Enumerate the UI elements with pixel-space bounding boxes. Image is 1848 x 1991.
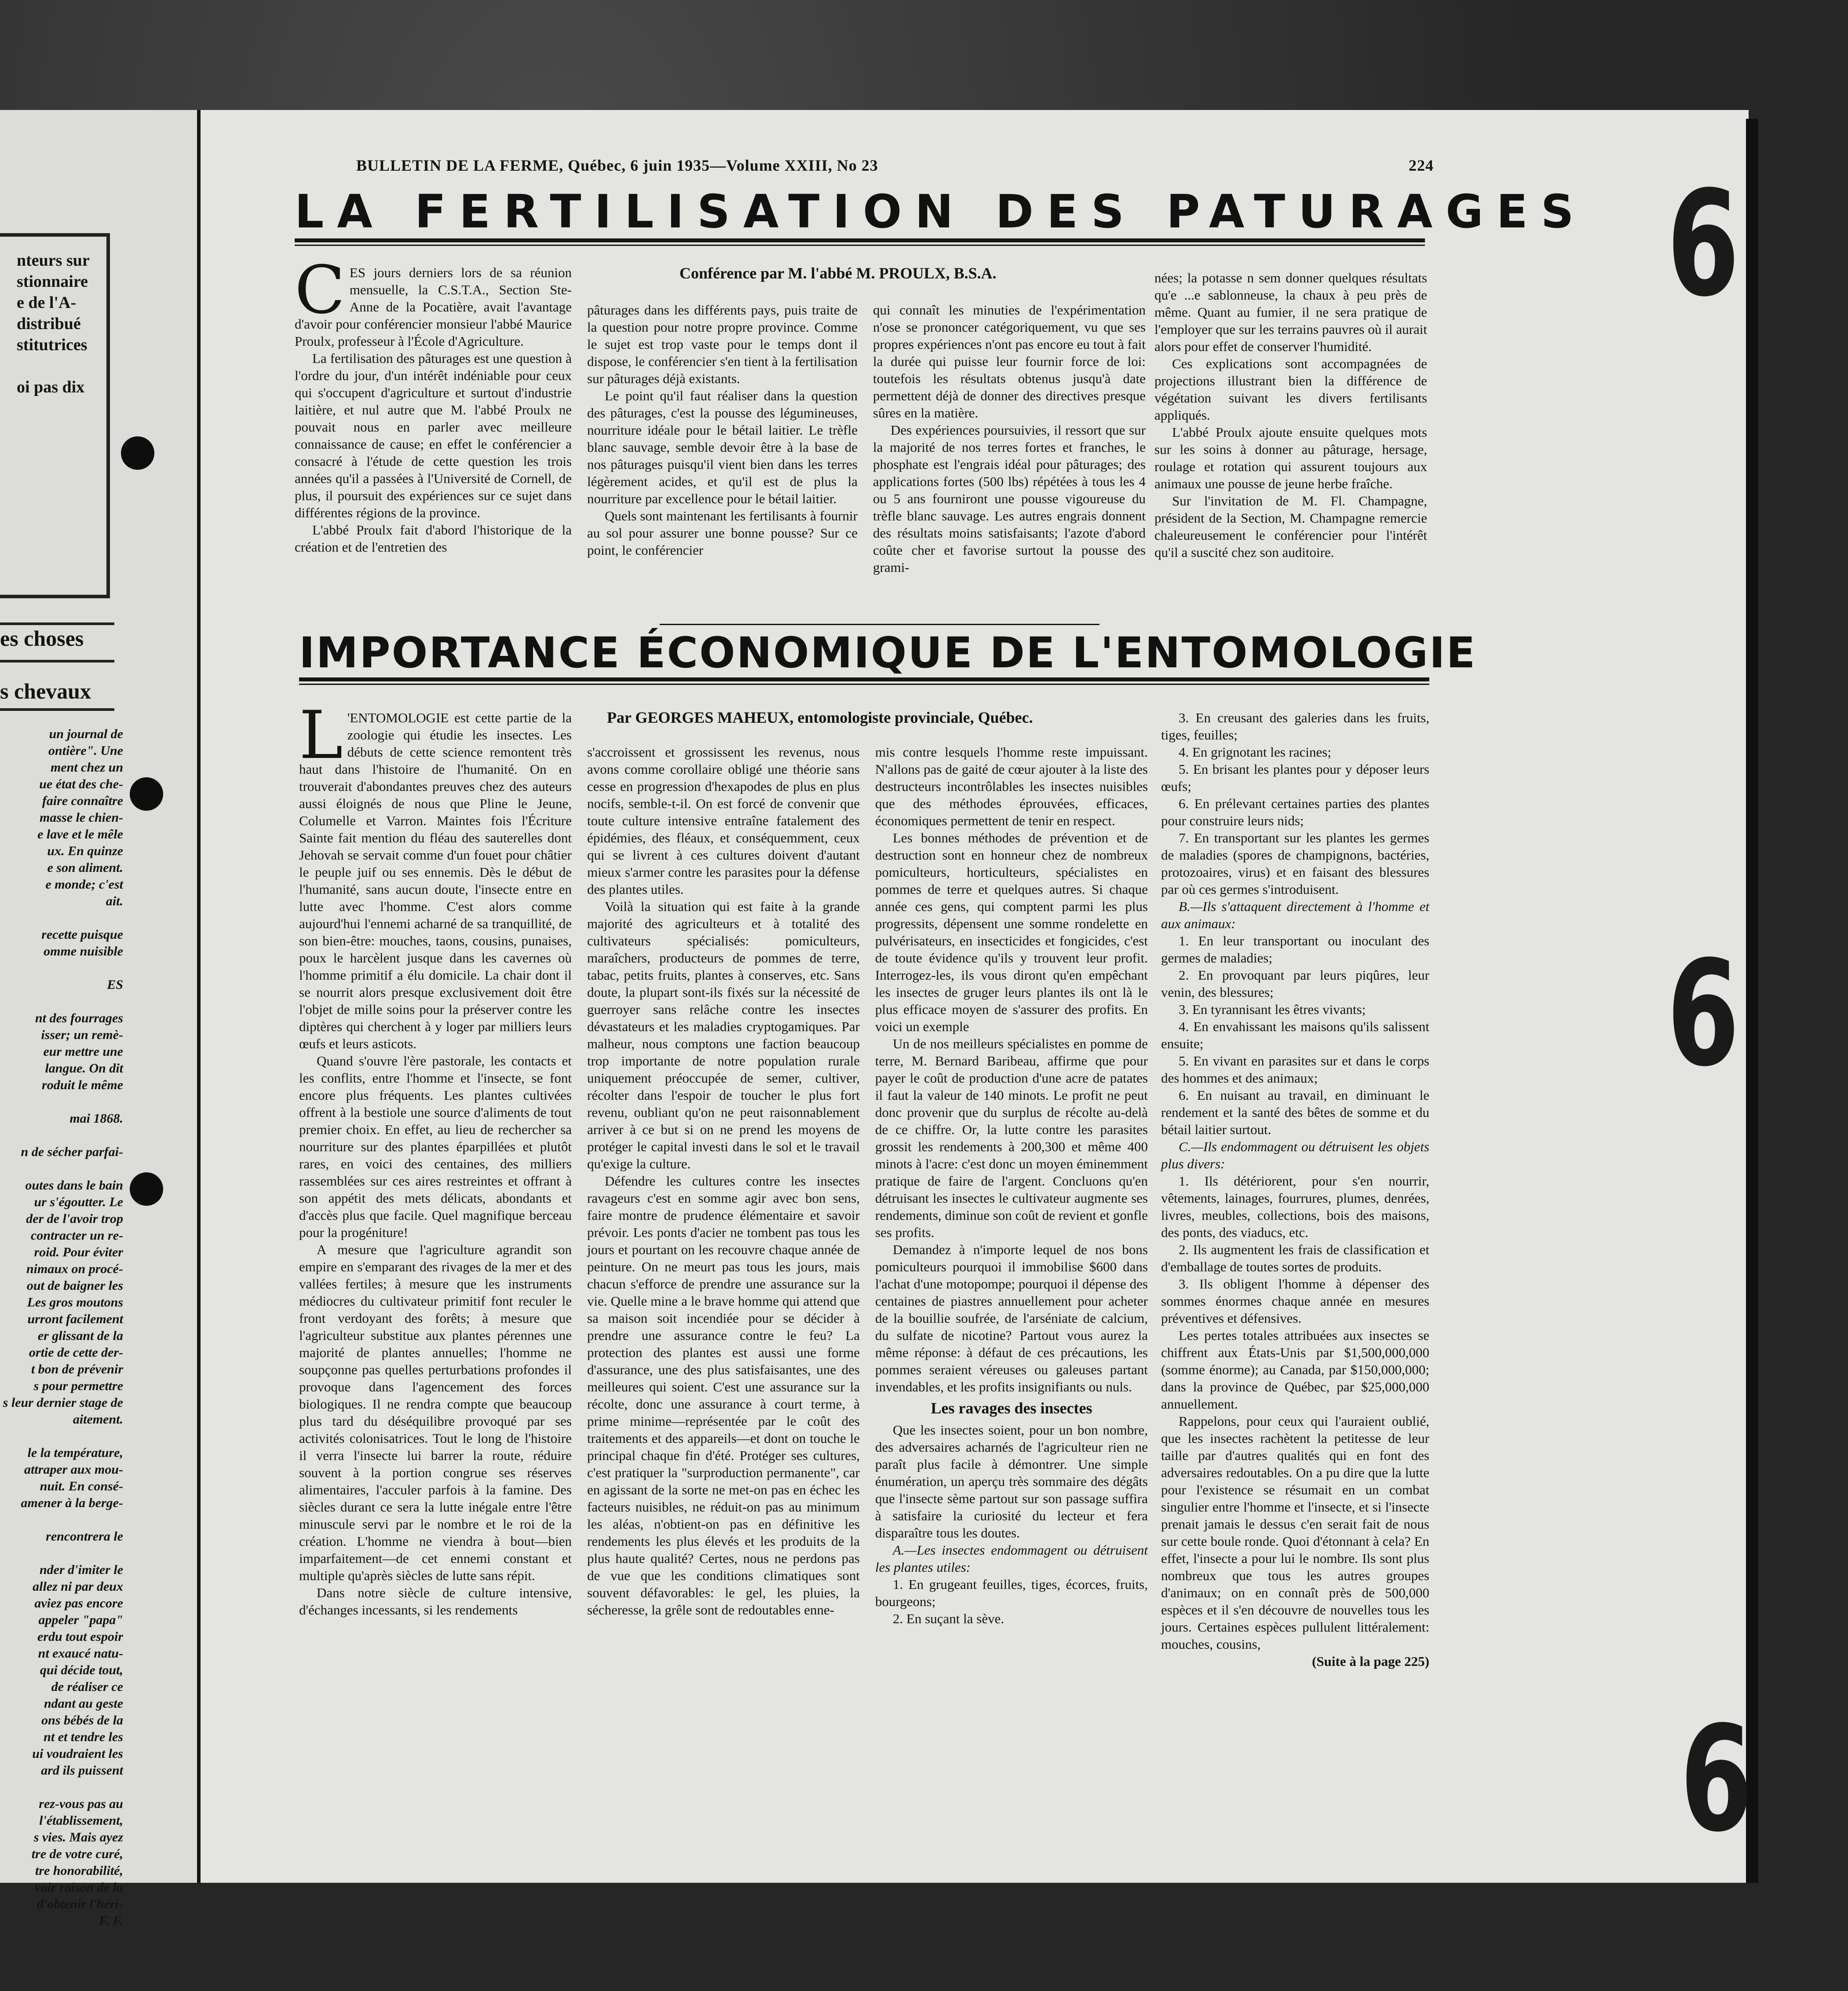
left-column-line <box>0 960 123 977</box>
paragraph: Des expériences poursuivies, il ressort que sur la majorité de nos terres fortes et franches, le phosphate est l'engrais idéal pour pâturages; des applications fortes (500 lbs) répétées à tous les 4 ou 5 ans fourniront une pousse vigoureuse du trèfle blanc sauvage. Les autres engrais donnent des résultats moins satisfaisants; l'azote d'abord coûte cher et favorise surtout la pousse des grami- <box>873 422 1146 575</box>
article-2-column-1 <box>299 697 572 1804</box>
list-item: 2. En suçant la sève. <box>893 1611 1004 1626</box>
left-column-line: e son aliment. <box>47 860 123 875</box>
list-item: 5. En vivant en parasites sur et dans le corps des hommes et des animaux; <box>1161 1053 1429 1086</box>
left-column-line: urront facilement <box>27 1312 123 1326</box>
left-column-line: recette puisque <box>41 927 123 942</box>
left-column-line <box>0 1428 123 1445</box>
headline-rule <box>295 238 1425 242</box>
left-column-line: der de l'avoir trop <box>26 1211 123 1226</box>
section-subhead: Les ravages des insectes <box>931 1399 1092 1417</box>
publication-line: BULLETIN DE LA FERME, Québec, 6 juin 1935—Volume XXIII, No 23 <box>356 157 878 174</box>
left-column-line: ndant au geste <box>44 1696 123 1711</box>
headline-rule-thin <box>299 684 1429 685</box>
left-column-line: s pour permettre <box>33 1379 123 1393</box>
left-column-line: ontière". Une <box>48 743 123 758</box>
left-column-line: ui voudraient les <box>32 1746 123 1761</box>
left-column-line: d'obtenir l'héri- <box>37 1897 123 1911</box>
paragraph: Rappelons, pour ceux qui l'auraient oublié, que les insectes rachètent la petitesse de leur taille par d'autres qualités qui en font des adversaires redoutables. On a pu dire que la lutte pour l'existence se résumait en un combat singulier entre l'homme et l'insecte, et si l'insecte prenait jamais le dessus c'en serait fait de nous sur cette boule ronde. Quoi d'étonnant à cela? En effet, l'insecte a pour lui le nombre. Ils sont plus nombreux que tous les autres groupes d'animaux; on en connaît près de 500,000 espèces et il s'en découvre de nouvelles tous les jours. Certaines espèces pullulent littéralement: mouches, cousins, <box>1161 1413 1429 1652</box>
reel-mark: 6 <box>1680 1695 1753 1864</box>
paragraph: A mesure que l'agriculture agrandit son empire en s'emparant des rivages de la mer et des vallées fertiles; à mesure que les instruments médiocres du cultivateur primitif font reculer le front verdoyant des forêts; à mesure que l'agriculteur substitue aux plantes pérennes une majorité de plantes annuelles; l'homme ne soupçonne pas quelles perturbations profondes il provoque dans l'agencement des forces biologiques. Il ne rendra compte que beaucoup plus tard du déséquilibre provoqué par ses activités colonisatrices. Tout le long de l'histoire il verra l'insecte lui barrer la route, réduire souvent à la portion congrue ses réserves alimentaires, l'acculer parfois à la famine. Des siècles durant ce sera la lutte inégale entre l'être minuscule servi par le nombre et le roi de la création. L'homme ne viendra à bout—bien imparfaitement—de cet ennemi constant et multiple qu'après siècles de lutte sans répit. <box>299 1242 572 1583</box>
paragraph: Quels sont maintenant les fertilisants à fournir au sol pour assurer une bonne pousse? Sur ce point, le conférencier <box>587 508 858 558</box>
left-column-line: F. F. <box>99 1914 123 1928</box>
left-column-line: t bon de prévenir <box>31 1362 123 1376</box>
left-column-line: faire connaître <box>42 794 123 808</box>
left-column-line: ons bébés de la <box>41 1713 123 1727</box>
left-column-line <box>0 910 123 926</box>
list-item: 1. En grugeant feuilles, tiges, écorces, fruits, bourgeons; <box>875 1577 1148 1609</box>
list-item: 3. En creusant des galeries dans les fruits, tiges, feuilles; <box>1161 710 1429 743</box>
left-column-line: e lave et le mêle <box>37 827 123 842</box>
list-item: 4. En envahissant les maisons qu'ils salissent ensuite; <box>1161 1019 1429 1051</box>
running-header <box>356 156 1434 175</box>
left-box-line: e de l'A- <box>17 293 77 312</box>
left-column-line: roduit le même <box>42 1078 123 1092</box>
list-item: 1. En leur transportant ou inoculant des germes de maladies; <box>1161 933 1429 966</box>
reel-mark: 6 <box>1667 160 1740 329</box>
list-item: 3. Ils obligent l'homme à dépenser des sommes énormes chaque année en mesures préventives et défensives. <box>1161 1276 1429 1326</box>
left-column-line: nt exaucé natu- <box>38 1646 123 1661</box>
left-column-line: s leur dernier stage de <box>3 1395 123 1410</box>
left-column-line <box>0 1545 123 1562</box>
headline-rule <box>299 677 1429 681</box>
left-column-line: rencontrera le <box>46 1529 123 1544</box>
left-column-line: qui décide tout, <box>40 1663 123 1677</box>
article-2-column-4 <box>1161 709 1429 1804</box>
paragraph: Dans notre siècle de culture intensive, d'échanges incessants, si les rendements <box>299 1585 572 1618</box>
article-1-byline: Conférence par M. l'abbé M. PROULX, B.S.A. <box>679 264 997 282</box>
left-box-line: stionnaire <box>17 272 88 291</box>
left-rule <box>0 708 114 711</box>
paragraph: L'abbé Proulx fait d'abord l'historique de la création et de l'entretien des <box>295 522 572 555</box>
list-item: 2. Ils augmentent les frais de classification et d'emballage de toutes sortes de produits. <box>1161 1242 1429 1274</box>
list-heading: C.—Ils endommagent ou détruisent les objets plus divers: <box>1161 1139 1429 1171</box>
paragraph: L'abbé Proulx ajoute ensuite quelques mots sur les soins à donner au pâturage, hersage, roulage et rotation qui assurent toujours aux animaux une pousse de jeune herbe fraîche. <box>1154 425 1427 491</box>
left-column-line: nt des fourrages <box>35 1011 123 1025</box>
left-column-line: aitement. <box>73 1412 123 1427</box>
list-item: 6. En prélevant certaines parties des plantes pour construire leurs nids; <box>1161 796 1429 828</box>
left-column-line: l'établissement, <box>39 1813 123 1828</box>
left-column-line: erdu tout espoir <box>37 1629 123 1644</box>
left-column-line: contracter un re- <box>31 1228 123 1243</box>
left-column-line: ur s'égoutter. Le <box>34 1195 123 1209</box>
punch-hole <box>130 1172 163 1206</box>
left-notice-box <box>0 233 110 598</box>
left-column-line: nder d'imiter le <box>40 1563 123 1577</box>
continued-note: (Suite à la page 225) <box>1312 1654 1429 1669</box>
paragraph: Que les insectes soient, pour un bon nombre, des adversaires acharnés de l'agriculteur rien ne paraît plus facile à démontrer. Une simple énumération, un aperçu très sommaire des dégâts que l'insecte sème partout sur son passage suffira à satisfaire la curiosité du lecteur et fera disparaître tous les doutes. <box>875 1422 1148 1541</box>
article-1-column-4 <box>1154 269 1427 611</box>
left-column-line: nuit. En consé- <box>40 1479 123 1493</box>
paragraph: Un de nos meilleurs spécialistes en pomme de terre, M. Bernard Baribeau, affirme que pour payer le coût de production d'une acre de patates il faut la valeur de 140 minots. Le profit ne peut donc provenir que du surplus de récolte au-delà de ce chiffre. Or, la lutte contre les parasites grossit les rendements à 200,300 et même 400 minots à l'acre: c'est donc un moyen éminemment pratique de faire de l'argent. Concluons qu'en détruisant les insectes le cultivateur augmente ses rendements, diminue son coût de revient et gonfle ses profits. <box>875 1036 1148 1240</box>
left-column-line: le la température, <box>27 1446 123 1460</box>
paragraph: nées; la potasse n sem donner quelques résultats qu'e ...e sablonneuse, la chaux à peu près de même. Quant au fumier, il ne sera pratique de l'employer que sur les terrains pauvres où il aurait alors pour effet de conserver l'humidité. <box>1154 270 1427 354</box>
left-column-line <box>0 1512 123 1528</box>
paragraph: 'ENTOMOLOGIE est cette partie de la zoologie qui étudie les insectes. Les débuts de cette science remontent très haut dans l'histoire de l'humanité. On en trouverait d'abondantes preuves chez des auteurs aussi éloignés de nous que Pline le Jeune, Columelle et Varron. Maintes fois l'Écriture Sainte fait mention du fléau des sauterelles dont Jehovah se servait comme d'un fouet pour châtier le peuple juif ou ses ennemis. Dès le début de l'humanité, sans aucun doute, l'insecte entre en lutte avec l'homme. C'est alors comme aujourd'hui l'ennemi acharné de sa tranquillité, de son bien-être: mouches, taons, cousins, punaises, poux le harcèlent jusque dans les cavernes où l'homme primitif a élu domicile. La chair dont il se nourrit alors presque exclusivement doit être l'objet de mille soins pour la préserver contre les diptères qui cherchent à y loger par milliers leurs œufs et leurs asticots. <box>299 710 572 1051</box>
left-column-line: appeler "papa" <box>38 1613 123 1627</box>
left-column-line: nt et tendre les <box>44 1730 123 1744</box>
left-column-line: ard ils puissent <box>41 1763 123 1778</box>
left-box-line: distribué <box>17 315 81 333</box>
left-column-line: ment chez un <box>50 760 123 775</box>
left-column-line: ortie de cette der- <box>29 1345 123 1360</box>
left-column-line <box>0 1127 123 1144</box>
left-column-line: tre de votre curé, <box>31 1847 123 1861</box>
list-heading: A.—Les insectes endommagent ou détruisent les plantes utiles: <box>875 1542 1148 1575</box>
paragraph: s'accroissent et grossissent les revenus, nous avons comme corollaire obligé une théorie sans cesse en progression d'hexapodes de plus en plus nocifs, semble-t-il. On est forcé de convenir que toute culture intensive entraîne fatalement des épidémies, des fléaux, et conséquemment, ceux qui se livrent à ces cultures doivent d'autant mieux s'armer contre les parasites pour la défense des plantes utiles. <box>587 744 860 897</box>
paragraph: Défendre les cultures contre les insectes ravageurs c'est en somme agir avec bon sens, faire montre de prudence élémentaire et savoir prévoir. Les ponts d'acier ne tombent pas tous les jours et pourtant on les recouvre chaque année de peinture. On ne meurt pas tous les jours, mais chacun s'efforce de prendre une assurance sur la vie. Quelle mine a le brave homme qui attend que sa maison soit incendiée pour se décider à prendre une assurance contre le feu? La protection des plantes est aussi une forme d'assurance, une des plus satisfaisantes, une des meilleures qui soient. C'est une assurance sur la récolte, donc une assurance à court terme, à prime minime—représentée par le coût des traitements et des appareils—et dont on touche le principal chaque fin d'été. Protéger ses cultures, c'est pratiquer la "surproduction permanente", car en agissant de la sorte ne met-on pas en échec les facteurs nuisibles, ne réduit-on pas au minimum les aléas, n'obtient-on pas en définitive les rendements les plus élevés et les produits de la plus haute qualité? Certes, nous ne perdons pas de vue que les conditions climatiques sont souvent défavorables: le gel, les pluies, la sécheresse, la grêle sont de redoutables enne- <box>587 1173 860 1618</box>
left-column-line <box>0 993 123 1010</box>
left-column-line: nimaux on procé- <box>26 1262 123 1276</box>
paragraph: Sur l'invitation de M. Fl. Champagne, président de la Section, M. Champagne remercie chaleureusement le conférencier pour l'intérêt qu'il a suscité chez son auditoire. <box>1154 493 1427 560</box>
paragraph: Le point qu'il faut réaliser dans la question des pâturages, c'est la pousse des légumineuses, nourriture idéale pour le bétail laitier. Le trèfle blanc sauvage, semble devoir être à la base de nos pâturages puisqu'il vient bien dans les terres légèrement acides, et qu'il est de plus la nourriture par excellence pour le bétail laitier. <box>587 388 858 506</box>
left-column-line: masse le chien- <box>40 810 123 825</box>
left-column-line: Les gros moutons <box>27 1295 123 1310</box>
left-column-line: ux. En quinze <box>47 844 123 858</box>
article-2-column-2 <box>587 743 860 1804</box>
left-box-line: stitutrices <box>17 336 88 354</box>
left-column-line: allez ni par deux <box>33 1579 123 1594</box>
paragraph: qui connaît les minuties de l'expérimentation n'ose se prononcer catégoriquement, vu que ses propres expériences n'ont pas encore eu tout à fait la durée qui puisse leur fournir force de loi: toutefois les résultats obtenus jusqu'à date permettent déjà de donner des directives presque sûres en la matière. <box>873 302 1146 421</box>
left-box-line <box>17 355 98 377</box>
left-column-line: s vies. Mais ayez <box>33 1830 123 1845</box>
left-column-line: rez-vous pas au <box>39 1797 123 1811</box>
paragraph: La fertilisation des pâturages est une question à l'ordre du jour, d'un intérêt indéniable pour ceux qui s'occupent d'agriculture et surtout d'industrie laitière, et nul autre que M. l'abbé Proulx ne pouvait nous en parler avec meilleure connaissance de cause; en effet le conférencier a consacré à l'étude de cette question les trois années qu'il a passées à l'Université de Cornell, de plus, il poursuit des expériences sur ce sujet dans différentes régions de la province. <box>295 351 572 520</box>
left-column-line: un journal de <box>49 727 123 741</box>
left-column-line: aviez pas encore <box>34 1596 123 1610</box>
list-item: 3. En tyrannisant les êtres vivants; <box>1179 1002 1366 1017</box>
left-neighbor-page <box>0 110 205 1928</box>
left-column-line: tre honorabilité, <box>35 1863 123 1878</box>
paragraph: pâturages dans les différents pays, puis traite de la question pour notre propre province. Comme le sujet est trop vaste pour le temps dont il dispose, le conférencier s'en tient à la fertilisation sur pâturages déjà existants. <box>587 302 858 386</box>
left-column-line: langue. On dit <box>45 1061 123 1076</box>
reel-mark: 6 <box>1667 930 1740 1098</box>
article-1-column-3 <box>873 301 1146 611</box>
left-column-line: ait. <box>106 894 123 908</box>
paragraph: Ces explications sont accompagnées de projections illustrant bien la différence de végétation suivant les divers fertilisants appliqués. <box>1154 356 1427 423</box>
left-box-line: oi pas dix <box>17 378 85 396</box>
left-column-line: amener à la berge- <box>21 1496 123 1510</box>
left-column-line: ES <box>107 977 123 992</box>
article-2-byline: Par GEORGES MAHEUX, entomologiste provinciale, Québec. <box>607 709 1033 726</box>
list-item: 4. En grignotant les racines; <box>1179 744 1331 760</box>
article-2-headline: IMPORTANCE ÉCONOMIQUE DE L'ENTOMOLOGIE <box>299 628 1477 677</box>
punch-hole <box>130 777 163 811</box>
left-column-line: n de sécher parfai- <box>21 1145 123 1159</box>
left-column-line: voir raison de la <box>35 1880 123 1895</box>
article-separator <box>660 624 1099 625</box>
list-item: 5. En brisant les plantes pour y déposer leurs œufs; <box>1161 761 1429 794</box>
left-column-text <box>0 726 123 1929</box>
list-item: 7. En transportant sur les plantes les germes de maladies (spores de champignons, bactéries, protozoaires, virus) et en faisant des blessures par où ces germes s'introduisent. <box>1161 830 1429 897</box>
dropcap: C <box>295 252 345 329</box>
left-column-line: isser; un remè- <box>41 1028 123 1042</box>
page-number: 224 <box>1409 157 1434 174</box>
left-column-line: out de baigner les <box>26 1278 123 1293</box>
article-1-headline: LA FERTILISATION DES PATURAGES <box>295 185 1587 238</box>
list-item: 1. Ils détériorent, pour s'en nourrir, vêtements, lainages, fourrures, plumes, denrées, livres, meubles, collections, bois des maisons, des ponts, des viaducs, etc. <box>1161 1173 1429 1240</box>
left-column-line: ue état des che- <box>39 777 123 791</box>
left-column-line: attraper aux mou- <box>24 1462 123 1477</box>
left-column-line <box>0 1779 123 1796</box>
list-heading: B.—Ils s'attaquent directement à l'homme et aux animaux: <box>1161 899 1429 931</box>
list-item: 6. En nuisant au travail, en diminuant le rendement et la santé des bêtes de somme et du bétail laitier surtout. <box>1161 1087 1429 1137</box>
left-column-line <box>0 1160 123 1177</box>
left-box-line: nteurs sur <box>17 251 90 270</box>
left-column-line: roid. Pour éviter <box>34 1245 123 1259</box>
page-edge-shadow <box>1746 119 1758 1883</box>
dropcap: L <box>299 697 343 774</box>
left-column-line: mai 1868. <box>69 1111 123 1126</box>
left-column-line: e monde; c'est <box>45 877 123 892</box>
list-item: 2. En provoquant par leurs piqûres, leur venin, des blessures; <box>1161 967 1429 1000</box>
paragraph: mis contre lesquels l'homme reste impuissant. N'allons pas de gaité de cœur ajouter à la liste des destructeurs incontrôlables les insectes nuisibles que des méthodes éprouvées, efficaces, économiques permettent de tenir en respect. <box>875 744 1148 828</box>
paragraph: Les pertes totales attribuées aux insectes se chiffrent aux États-Unis par $1,500,000,000 (somme énorme); au Canada, par $150,000,000; dans la province de Québec, par $25,000,000 annuellement. <box>1161 1328 1429 1412</box>
article-1-column-2 <box>587 301 858 611</box>
left-column-line: er glissant de la <box>37 1329 123 1343</box>
left-rule <box>0 622 114 625</box>
paragraph: Voilà la situation qui est faite à la grande majorité des agriculteurs et à totalité des cultivateurs spécialisés: pomiculteurs, maraîchers, producteurs de pommes de terre, tabac, petits fruits, plantes à conserves, etc. Sans doute, la plupart sont-ils fixés sur la nécessité de guerroyer sans relâche contre les insectes dévastateurs et les maladies cryptogamiques. Par malheur, nous comptons une faction beaucoup trop importante de notre population rurale uniquement préoccupée de semer, cultiver, récolter dans l'espoir de toucher le plus fort revenu, oubliant qu'on ne peut raisonnablement arriver à ce but si on ne prend les moyens de protéger le capital investi dans le sol et le travail qu'exige la culture. <box>587 899 860 1171</box>
punch-hole <box>121 436 154 470</box>
left-heading: s chevaux <box>0 679 91 703</box>
left-column-line <box>0 1094 123 1110</box>
left-rule <box>0 660 114 662</box>
article-2-column-3 <box>875 743 1148 1804</box>
left-column-line: de réaliser ce <box>51 1680 123 1694</box>
left-column-line: outes dans le bain <box>25 1178 123 1193</box>
paragraph: ES jours derniers lors de sa réunion mensuelle, la C.S.T.A., Section Ste-Anne de la Pocatière, avait l'avantage d'avoir pour conférencier monsieur l'abbé Maurice Proulx, professeur à l'École d'Agriculture. <box>295 265 572 349</box>
left-heading: es choses <box>0 626 84 651</box>
paragraph: Demandez à n'importe lequel de nos bons pomiculteurs pourquoi il immobilise $600 dans l'achat d'une motopompe; pourquoi il dépense des centaines de piastres annuellement pour acheter de la bouillie soufrée, de l'arséniate de calcium, du sulfate de nicotine? Partout vous aurez la même réponse: à défaut de ces précautions, les pommes seraient véreuses ou galeuses partant invendables, et les profits insignifiants ou nuls. <box>875 1242 1148 1394</box>
left-column-line: eur mettre une <box>43 1044 123 1059</box>
headline-rule-thin <box>295 245 1425 246</box>
left-column-line: omme nuisible <box>44 944 123 959</box>
article-1-column-1 <box>295 252 572 611</box>
paragraph: Les bonnes méthodes de prévention et de destruction sont en honneur chez de nombreux pomiculteurs, horticulteurs, spécialistes en pommes de terre et quelques autres. Si chaque année ces gens, qui comptent parmi les plus progressits, dépensent une somme rondelette en pulvérisateurs, en insecticides et fongicides, c'est de toute évidence qu'ils y trouvent leur profit. Interrogez-les, ils vous diront qu'en empêchant les insectes de gruger leurs plantes ils ont là le plus efficace moyen de s'assurer des profits. En voici un exemple <box>875 830 1148 1034</box>
paragraph: Quand s'ouvre l'ère pastorale, les contacts et les conflits, entre l'homme et l'insecte, se font encore plus fréquents. Les plantes cultivées offrent à la bestiole une source d'aliments de tout premier choix. En effet, au lieu de rechercher sa nourriture sur des plantes éparpillées et plutôt rares, en voici des centaines, des milliers rassemblées sur ces aires restreintes et offrant à son appétit des mets délicats, abondants et d'accès plus que facile. Quel magnifique berceau pour la progéniture! <box>299 1053 572 1240</box>
